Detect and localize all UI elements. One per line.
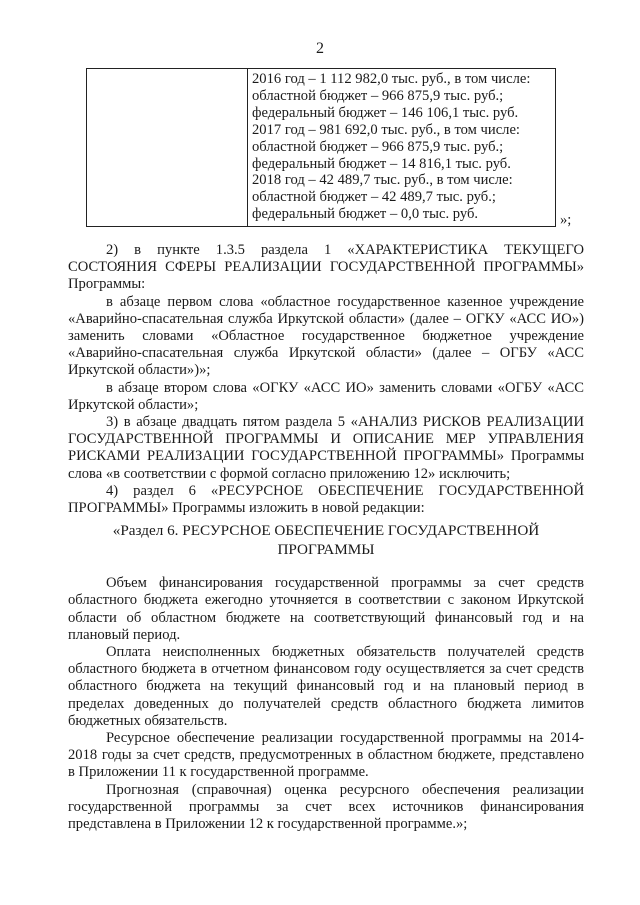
amendment-paragraph: 2) в пункте 1.3.5 раздела 1 «ХАРАКТЕРИСТИКА ТЕКУЩЕГО СОСТОЯНИЯ СФЕРЫ РЕАЛИЗАЦИИ ГОСУДАРСТВЕННОЙ ПРОГРАММЫ» Программы:	[68, 242, 584, 293]
table-line: федеральный бюджет – 14 816,1 тыс. руб.	[252, 155, 511, 172]
section-paragraph: Оплата неисполненных бюджетных обязательств получателей средств областного бюджета в отчетном финансовом году осуществляется за счет средств областного бюджета на текущий финансовый год и на плановый период в пределах доведенных до получателей средств областного бюджета лимитов бюджетных обязательств.	[68, 644, 584, 729]
table-line: 2016 год – 1 112 982,0 тыс. руб., в том числе:	[252, 71, 531, 87]
table-line: 2018 год – 42 489,7 тыс. руб., в том числе:	[252, 172, 513, 189]
section-paragraph: Прогнозная (справочная) оценка ресурсного обеспечения реализации государственной программы за счет всех источников финансирования представлена в Приложении 12 к государственной программе.»;	[68, 781, 584, 833]
table-cell-right	[248, 69, 556, 227]
table-line: областной бюджет – 42 489,7 тыс. руб.;	[252, 189, 496, 206]
closing-quote-mark: »;	[560, 212, 572, 228]
amendment-paragraph: 3) в абзаце двадцать пятом раздела 5 «АНАЛИЗ РИСКОВ РЕАЛИЗАЦИИ ГОСУДАРСТВЕННОЙ ПРОГРАММЫ И ОПИСАНИЕ МЕР УПРАВЛЕНИЯ РИСКАМИ РЕАЛИЗАЦИИ ГОСУДАРСТВЕННОЙ ПРОГРАММЫ» Программы слова «в соответствии с формой согласно приложению 12» исключить;	[68, 414, 584, 482]
spacer	[68, 559, 584, 575]
financing-table	[86, 68, 556, 227]
table-line: 2017 год – 981 692,0 тыс. руб., в том числе:	[252, 121, 520, 138]
table-line: областной бюджет – 966 875,9 тыс. руб.;	[252, 87, 504, 104]
table-line: федеральный бюджет – 146 106,1 тыс. руб.	[252, 104, 519, 121]
table-line: областной бюджет – 966 875,9 тыс. руб.;	[252, 138, 504, 155]
section-heading-line: «Раздел 6. РЕСУРСНОЕ ОБЕСПЕЧЕНИЕ ГОСУДАРСТВЕННОЙ	[112, 522, 540, 540]
page-number: 2	[316, 40, 324, 57]
section-heading	[68, 521, 584, 559]
document-body	[68, 242, 584, 833]
amendment-paragraph: в абзаце первом слова «областное государственное казенное учреждение «Аварийно-спасательная служба Иркутской области» (далее – ОГКУ «АСС ИО») заменить словами «Областное государственное бюджетное учреждение «Аварийно-спасательная служба Иркутской области» (далее – ОГБУ «АСС Иркутской области»)»;	[68, 293, 584, 379]
section-heading-line: ПРОГРАММЫ	[277, 541, 375, 559]
table-line: федеральный бюджет – 0,0 тыс. руб.	[252, 206, 479, 223]
amendment-paragraph: в абзаце втором слова «ОГКУ «АСС ИО» заменить словами «ОГБУ «АСС Иркутской области»;	[68, 379, 584, 413]
table-cell-left	[87, 69, 248, 227]
section-paragraph: Объем финансирования государственной программы за счет средств областного бюджета ежегодно уточняется в соответствии с законом Иркутской области об областном бюджете на соответствующий финансовый год и на плановый период.	[68, 575, 584, 643]
section-paragraph: Ресурсное обеспечение реализации государственной программы на 2014-2018 годы за счет средств, предусмотренных в областном бюджете, представлено в Приложении 11 к государственной программе.	[68, 730, 584, 781]
table-row	[87, 69, 556, 227]
amendment-paragraph: 4) раздел 6 «РЕСУРСНОЕ ОБЕСПЕЧЕНИЕ ГОСУДАРСТВЕННОЙ ПРОГРАММЫ» Программы изложить в новой редакции:	[68, 482, 584, 517]
